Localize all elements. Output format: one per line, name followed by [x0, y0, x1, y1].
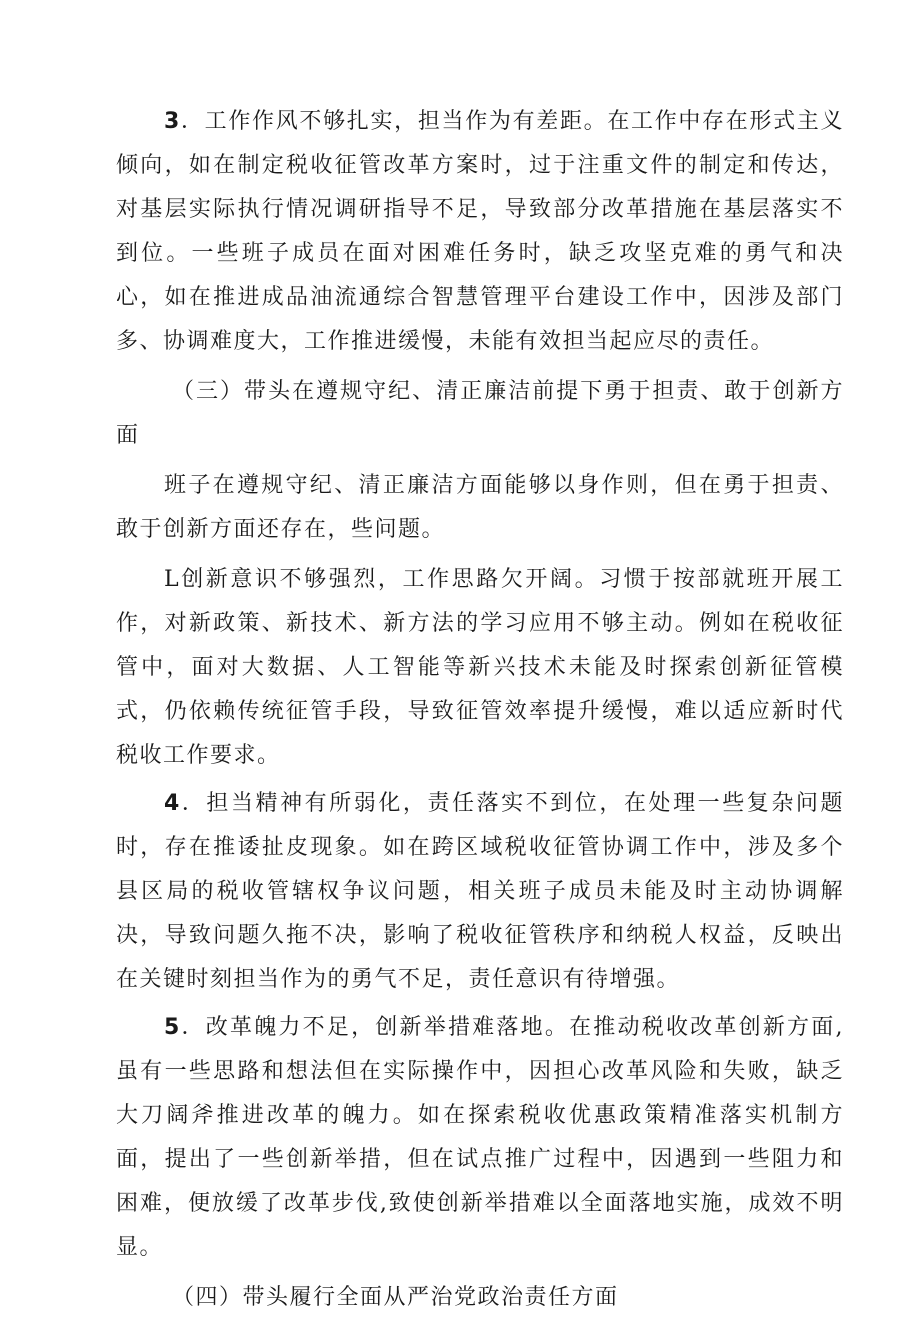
document-body	[116, 100, 844, 1320]
section-heading-three	[116, 370, 844, 458]
paragraph-text: ．担当精神有所弱化，责任落实不到位，在处理一些复杂问题时，存在推诿扯皮现象。如在跨区域税收征管协调工作中，涉及多个县区局的税收管辖权争议问题，相关班子成员未能及时主动协调解决，导致问题久拖不决，影响了税收征管秩序和纳税人权益，反映出在关键时刻担当作为的勇气不足，责任意识有待增强。	[116, 791, 844, 992]
paragraph-reform	[116, 1006, 844, 1270]
paragraph-text: L创新意识不够强烈，工作思路欠开阔。习惯于按部就班开展工作，对新政策、新技术、新方法的学习应用不够主动。例如在税收征管中，面对大数据、人工智能等新兴技术未能及时探索创新征管模式，仍依赖传统征管手段，导致征管效率提升缓慢，难以适应新时代税收工作要求。	[116, 567, 844, 768]
item-number: 4	[164, 791, 181, 816]
paragraph-text: ．改革魄力不足，创新举措难落地。在推动税收改革创新方面,虽有一些思路和想法但在实际操作中，因担心改革风险和失败，缺乏大刀阔斧推进改革的魄力。如在探索税收优惠政策精准落实机制方面，提出了一些创新举措，但在试点推广过程中，因遇到一些阻力和困难，便放缓了改革步伐,致使创新举措难以全面落地实施，成效不明显。	[116, 1015, 844, 1260]
heading-text: （三）带头在遵规守纪、清正廉洁前提下勇于担责、敢于创新方面	[116, 379, 844, 448]
paragraph-innovation	[116, 558, 844, 778]
item-number: 5	[164, 1015, 181, 1040]
section-heading-four	[116, 1276, 844, 1320]
paragraph-responsibility	[116, 782, 844, 1002]
paragraph-intro	[116, 464, 844, 552]
paragraph-text: ．工作作风不够扎实，担当作为有差距。在工作中存在形式主义倾向，如在制定税收征管改革方案时，过于注重文件的制定和传达，对基层实际执行情况调研指导不足，导致部分改革措施在基层落实不到位。一些班子成员在面对困难任务时，缺乏攻坚克难的勇气和决心，如在推进成品油流通综合智慧管理平台建设工作中，因涉及部门多、协调难度大，工作推进缓慢，未能有效担当起应尽的责任。	[116, 109, 844, 354]
item-number: 3	[164, 109, 181, 134]
paragraph-work-style	[116, 100, 844, 364]
paragraph-text: 班子在遵规守纪、清正廉洁方面能够以身作则，但在勇于担责、敢于创新方面还存在，些问题。	[116, 473, 844, 542]
heading-text: （四）带头履行全面从严治党政治责任方面	[172, 1285, 619, 1310]
